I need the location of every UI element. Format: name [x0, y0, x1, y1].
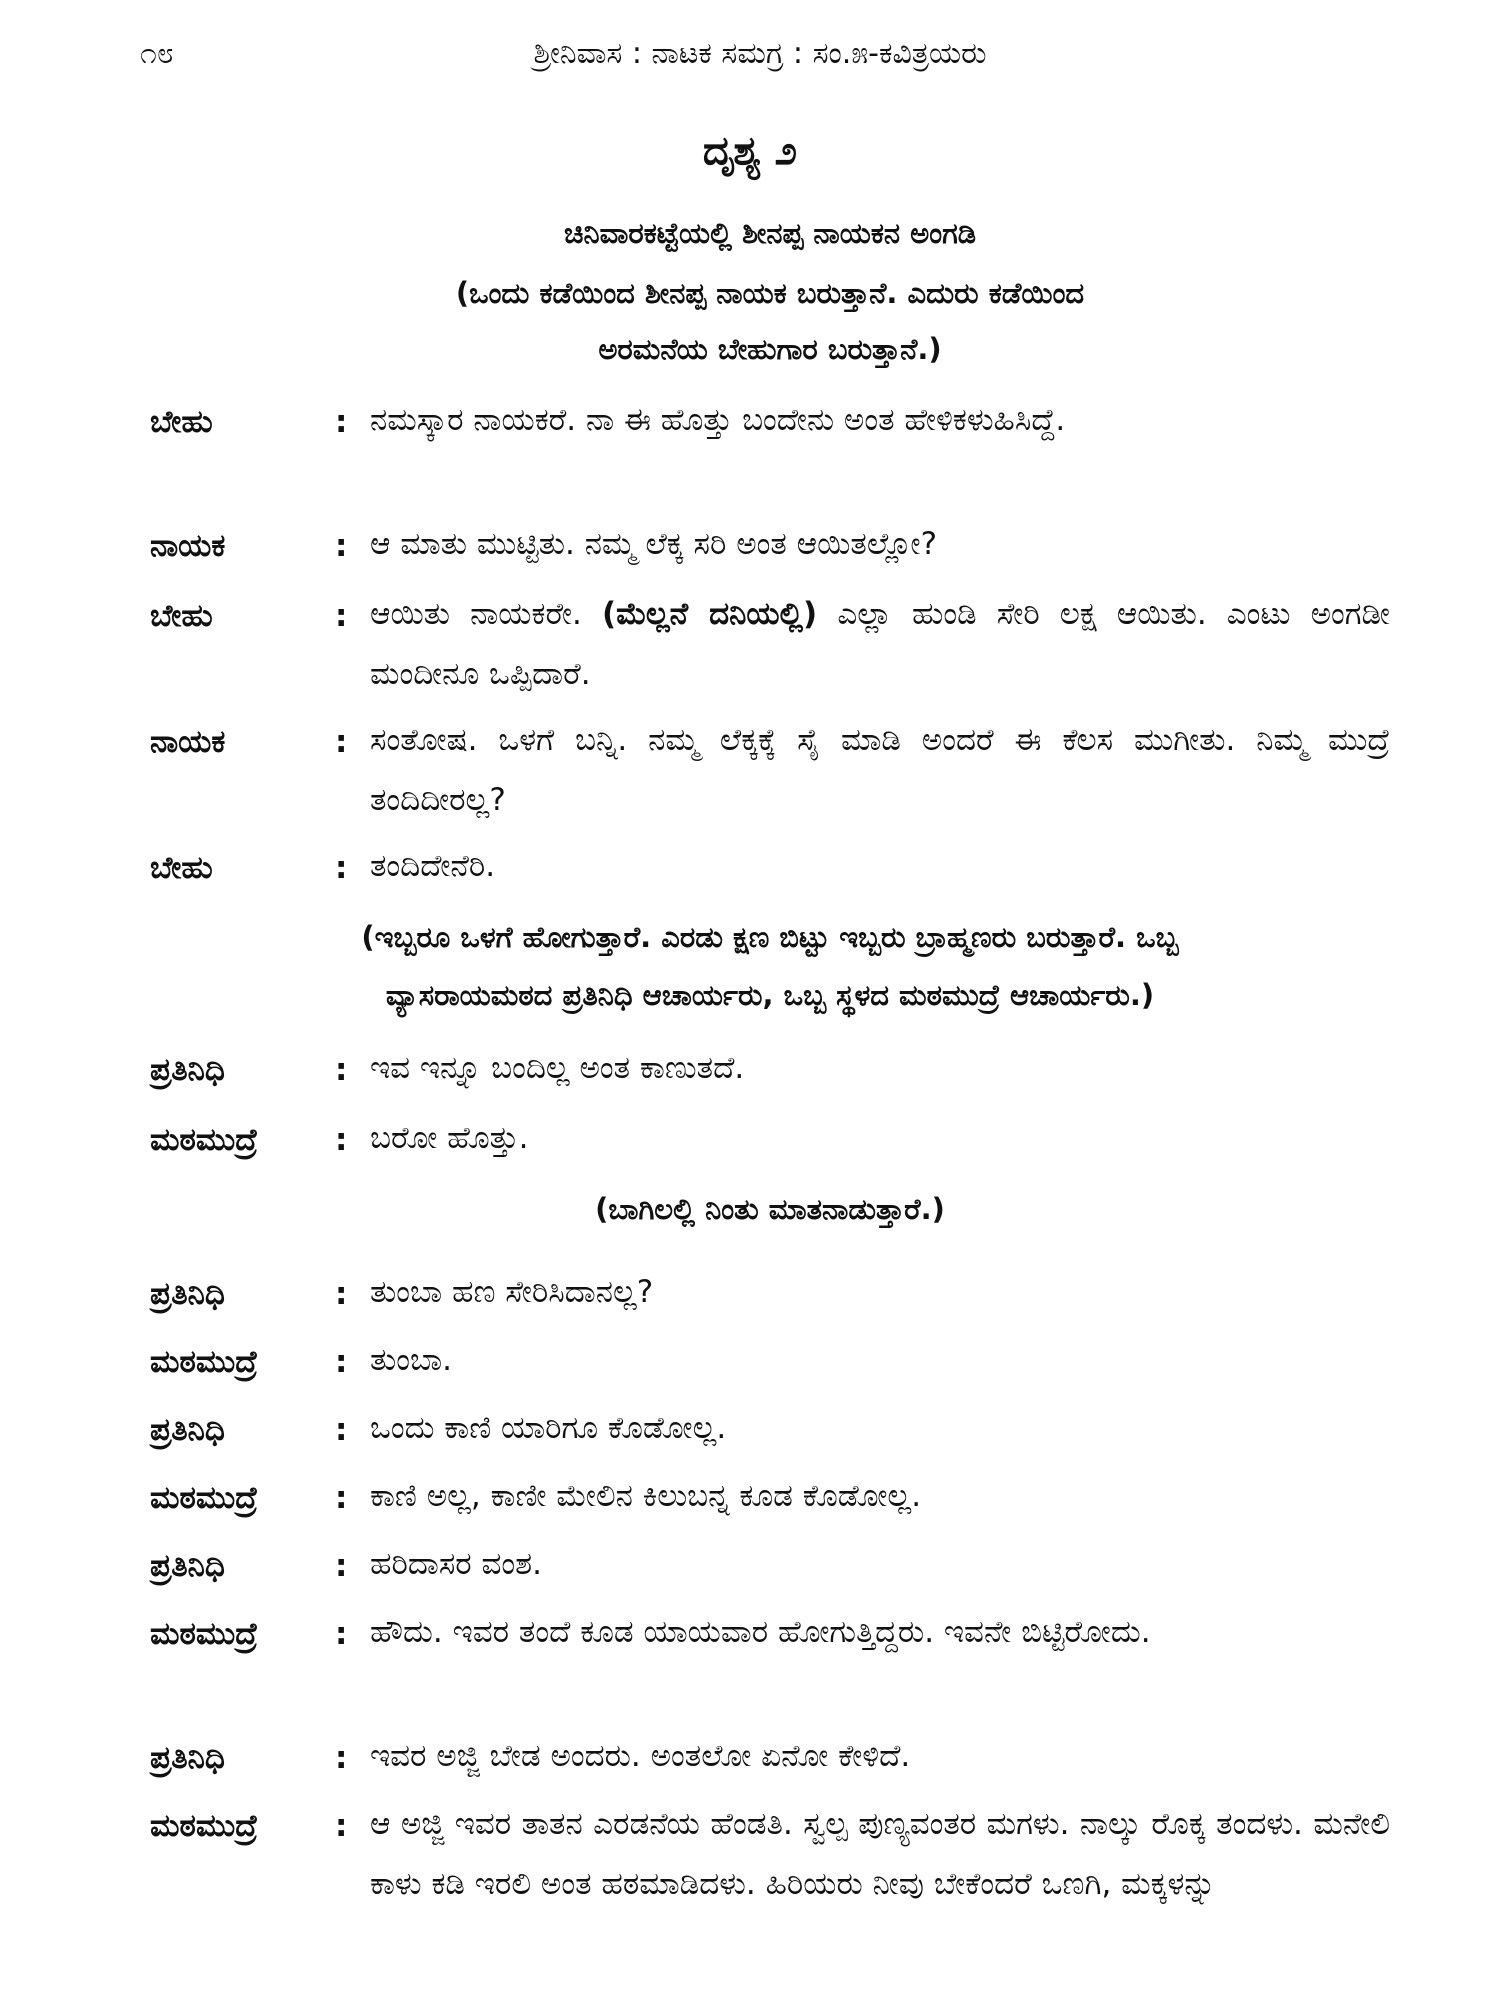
dialogue-line [150, 724, 1390, 824]
speaker-colon: : [335, 1740, 348, 1776]
speech-text: ಆ ಅಜ್ಜಿ ಇವರ ತಾತನ ಎರಡನೆಯ ಹೆಂಡತಿ. ಸ್ವಲ್ಪ ಪುಣ್ಯವಂತರ ಮಗಳು. ನಾಲ್ಕು ರೊಕ್ಕ ತಂದಳು. ಮನೇಲಿ ಕಾಳು ಕಡಿ ಇರಲಿ ಅಂತ ಹಠಮಾಡಿದಳು. ಹಿರಿಯರು ನೀವು ಬೇಕೆಂದರೆ ಒಣಗಿ, ಮಕ್ಕಳನ್ನು [370, 1806, 1390, 1902]
speech-text: ನಮಸ್ಕಾರ ನಾಯಕರೆ. ನಾ ಈ ಹೊತ್ತು ಬಂದೇನು ಅಂತ ಹೇಳಿಕಳುಹಿಸಿದ್ದೆ. [370, 402, 1066, 438]
speech-text [370, 584, 1390, 704]
speaker-colon: : [335, 1808, 348, 1844]
speaker-colon: : [335, 724, 348, 760]
dialogue-line [150, 598, 1390, 698]
speaker-name: ಬೇಹು [150, 404, 213, 440]
speech-text: ಬರೋ ಹೊತ್ತು. [370, 1120, 529, 1156]
dialogue-line [150, 1616, 1390, 1716]
speaker-name: ಮಠಮುದ್ರೆ [150, 1480, 258, 1516]
speaker-colon: : [335, 1480, 348, 1516]
speaker-colon: : [335, 1344, 348, 1380]
page-number: ೧೮ [140, 36, 174, 71]
speaker-name: ಮಠಮುದ್ರೆ [150, 1344, 258, 1380]
speaker-name: ನಾಯಕ [150, 724, 226, 760]
speaker-colon: : [335, 1122, 348, 1158]
speaker-name: ಪ್ರತಿನಿಧಿ [150, 1740, 225, 1776]
speech-text: ತುಂಬಾ ಹಣ ಸೇರಿಸಿದಾನಲ್ಲ? [370, 1274, 654, 1310]
dialogue-line [150, 404, 1390, 504]
speaker-colon: : [335, 528, 348, 564]
stage-direction: (ಇಬ್ಬರೂ ಒಳಗೆ ಹೋಗುತ್ತಾರೆ. ಎರಡು ಕ್ಷಣ ಬಿಟ್ಟು ಇಬ್ಬರು ಬ್ರಾಹ್ಮಣರು ಬರುತ್ತಾರೆ. ಒಬ್ಬ [361, 920, 1179, 954]
speech-text: ಸಂತೋಷ. ಒಳಗೆ ಬನ್ನಿ. ನಮ್ಮ ಲೆಕ್ಕಕ್ಕೆ ಸೈ ಮಾಡಿ ಅಂದರೆ ಈ ಕೆಲಸ ಮುಗೀತು. ನಿಮ್ಮ ಮುದ್ರೆ ತಂದಿದೀರಲ್ಲ? [370, 722, 1390, 818]
speech-fragment: ಆಯಿತು ನಾಯಕರೇ. [370, 596, 602, 632]
speech-text: ಹೌದು. ಇವರ ತಂದೆ ಕೂಡ ಯಾಯವಾರ ಹೋಗುತ್ತಿದ್ದರು. ಇವನೇ ಬಿಟ್ಟಿರೋದು. [370, 1614, 1151, 1650]
speaker-colon: : [335, 1548, 348, 1584]
dialogue-line [150, 1808, 1390, 1998]
speech-text: ಇವ ಇನ್ನೂ ಬಂದಿಲ್ಲ ಅಂತ ಕಾಣುತದೆ. [370, 1050, 745, 1086]
speaker-colon: : [335, 1412, 348, 1448]
speaker-name: ಬೇಹು [150, 850, 213, 886]
speech-text: ಒಂದು ಕಾಣಿ ಯಾರಿಗೂ ಕೊಡೋಲ್ಲ. [370, 1410, 727, 1446]
speech-text: ಹರಿದಾಸರ ವಂಶ. [370, 1546, 543, 1582]
inline-stage-direction: (ಮೆಲ್ಲನೆ ದನಿಯಲ್ಲಿ) [601, 596, 818, 632]
speaker-colon: : [335, 404, 348, 440]
speaker-name: ಬೇಹು [150, 598, 213, 634]
speaker-name: ಪ್ರತಿನಿಧಿ [150, 1548, 225, 1584]
page-header [140, 36, 1380, 86]
scene-title: ದೃಶ್ಯ ೨ [702, 128, 798, 174]
speaker-colon: : [335, 1052, 348, 1088]
speaker-name: ಮಠಮುದ್ರೆ [150, 1616, 258, 1652]
stage-direction: (ಒಂದು ಕಡೆಯಿಂದ ಶೀನಪ್ಪ ನಾಯಕ ಬರುತ್ತಾನೆ. ಎದುರು ಕಡೆಯಿಂದ [455, 276, 1085, 310]
stage-direction: ಅರಮನೆಯ ಬೇಹುಗಾರ ಬರುತ್ತಾನೆ.) [598, 332, 942, 366]
speaker-name: ಮಠಮುದ್ರೆ [150, 1808, 258, 1844]
speech-fragment: ಎಲ್ಲಾ ಹುಂಡಿ ಸೇರಿ ಲಕ್ಷ ಆಯಿತು. ಎಂಟು ಅಂಗಡೀ ಮಂದೀನೂ ಒಪ್ಪಿದಾರೆ. [370, 596, 1390, 692]
stage-direction: ವ್ಯಾಸರಾಯಮಠದ ಪ್ರತಿನಿಧಿ ಆಚಾರ್ಯರು, ಒಬ್ಬ ಸ್ಥಳದ ಮಠಮುದ್ರೆ ಆಚಾರ್ಯರು.) [385, 978, 1155, 1012]
running-head: ಶ್ರೀನಿವಾಸ : ನಾಟಕ ಸಮಗ್ರ : ಸಂ.೫-ಕವಿತ್ರಯರು [533, 36, 987, 71]
speaker-colon: : [335, 1276, 348, 1312]
speaker-name: ಪ್ರತಿನಿಧಿ [150, 1276, 225, 1312]
speaker-colon: : [335, 1616, 348, 1652]
speech-text: ಆ ಮಾತು ಮುಟ್ಟಿತು. ನಮ್ಮ ಲೆಕ್ಕ ಸರಿ ಅಂತ ಆಯಿತಲ್ಲೋ? [370, 526, 938, 562]
speaker-colon: : [335, 850, 348, 886]
speaker-name: ಮಠಮುದ್ರೆ [150, 1122, 258, 1158]
speaker-name: ಪ್ರತಿನಿಧಿ [150, 1052, 225, 1088]
speech-text: ತುಂಬಾ. [370, 1342, 452, 1378]
speech-text: ತಂದಿದೇನೆರಿ. [370, 848, 496, 884]
scene-setting: ಚಿನಿವಾರಕಟ್ಟೆಯಲ್ಲಿ ಶೀನಪ್ಪ ನಾಯಕನ ಅಂಗಡಿ [563, 216, 977, 250]
speaker-name: ಪ್ರತಿನಿಧಿ [150, 1412, 225, 1448]
speaker-colon: : [335, 598, 348, 634]
speech-text: ಕಾಣಿ ಅಲ್ಲ, ಕಾಣೀ ಮೇಲಿನ ಕಿಲುಬನ್ನ ಕೂಡ ಕೊಡೋಲ್ಲ. [370, 1478, 922, 1514]
speech-text: ಇವರ ಅಜ್ಜಿ ಬೇಡ ಅಂದರು. ಅಂತಲೋ ಏನೋ ಕೇಳಿದೆ. [370, 1738, 911, 1774]
stage-direction: (ಬಾಗಿಲಲ್ಲಿ ನಿಂತು ಮಾತನಾಡುತ್ತಾರೆ.) [595, 1192, 945, 1226]
speaker-name: ನಾಯಕ [150, 528, 226, 564]
